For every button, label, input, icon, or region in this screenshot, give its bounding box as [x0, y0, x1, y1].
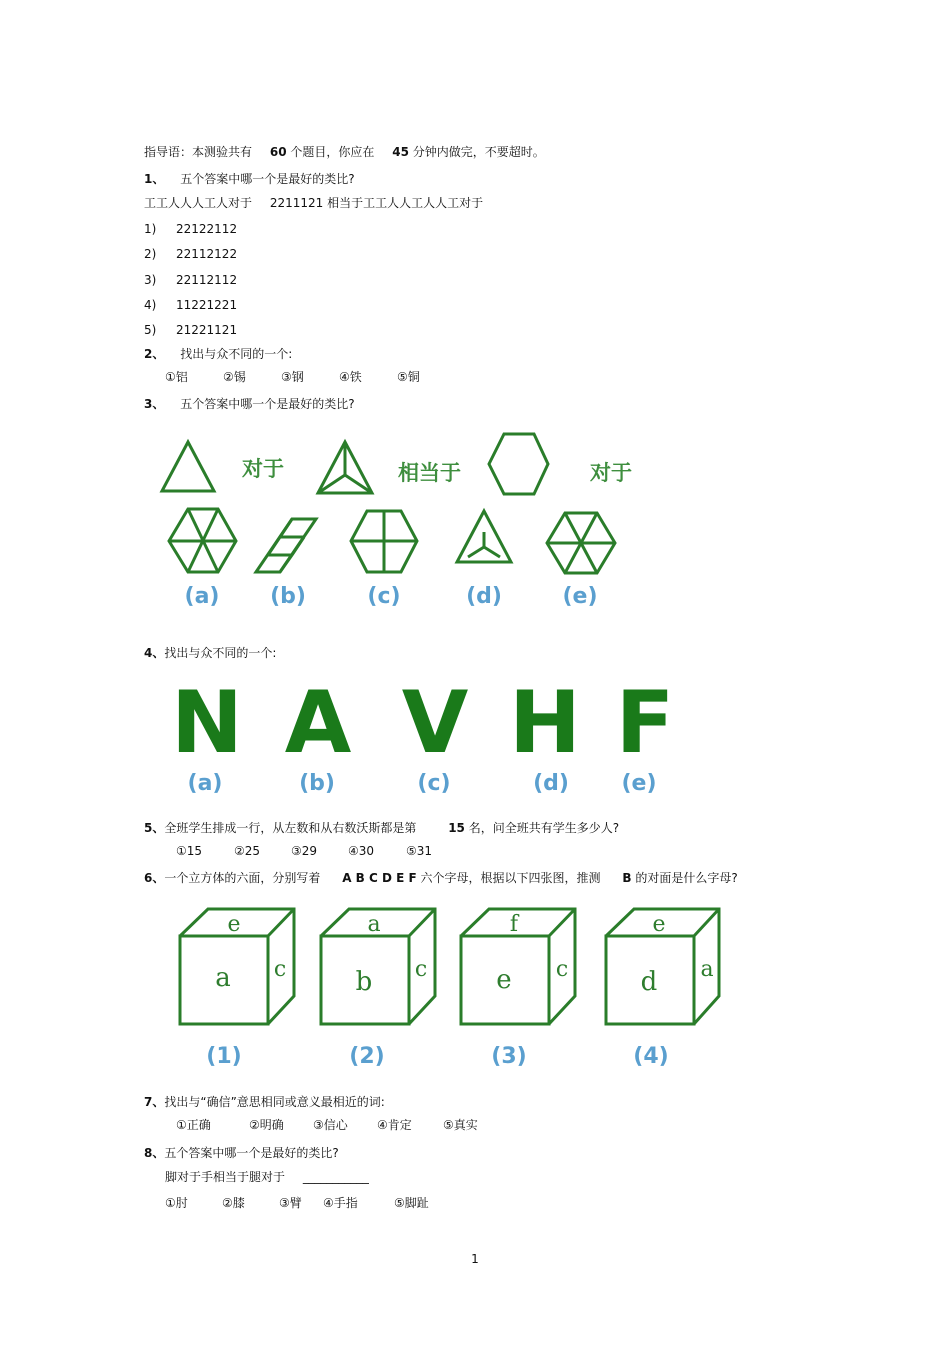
option[interactable]: ①正确 [176, 1118, 211, 1132]
question-8-options [165, 1195, 429, 1211]
time-limit: 45 [392, 145, 409, 159]
word-to: 对于 [242, 457, 284, 481]
stem-code: 2211121 [269, 196, 324, 210]
option-number: 1) [144, 222, 157, 236]
option-label: (c) [367, 584, 401, 609]
option-label: (e) [562, 584, 598, 609]
stem-part: 工工人人人工人对于 [144, 196, 253, 210]
letter-option[interactable]: V [401, 673, 469, 773]
option[interactable] [144, 221, 237, 237]
option-label: (a) [184, 584, 220, 609]
option-number: 5) [144, 323, 157, 337]
option[interactable]: ②明确 [249, 1118, 284, 1132]
option[interactable]: ⑤31 [406, 844, 433, 858]
option[interactable]: ②膝 [222, 1196, 245, 1210]
cube-figure [160, 900, 730, 1080]
question-text-2: 六个字母，根据以下四张图，推测 [420, 871, 601, 885]
question-number: 2、 [144, 347, 165, 361]
cube-top-letter: e [652, 912, 666, 937]
option-a-shape[interactable] [169, 509, 236, 572]
option[interactable]: ⑤铜 [397, 370, 420, 384]
option[interactable] [144, 297, 237, 313]
question-2-title [144, 346, 292, 362]
question-text: 五个答案中哪一个是最好的类比? [180, 397, 355, 411]
cube-top-letter: f [509, 912, 519, 937]
question-6-title [144, 870, 738, 886]
option[interactable]: ①肘 [165, 1196, 188, 1210]
option[interactable]: ④30 [348, 844, 375, 858]
option[interactable] [144, 246, 237, 262]
question-3-title [144, 396, 355, 412]
letter-option[interactable]: F [615, 673, 675, 773]
hexagon-shape [489, 434, 548, 494]
option-label: (a) [187, 771, 223, 796]
question-2-options [165, 369, 420, 385]
option-label: (e) [621, 771, 657, 796]
cube-label: (1) [206, 1044, 242, 1069]
question-8-stem [165, 1169, 369, 1185]
cube-front-letter: b [355, 967, 373, 997]
option[interactable]: ⑤脚趾 [394, 1196, 429, 1210]
instructions [144, 144, 545, 160]
question-text: 五个答案中哪一个是最好的类比? [180, 172, 355, 186]
option[interactable]: ③信心 [313, 1118, 348, 1132]
shape-analogy-figure [150, 425, 650, 620]
option-e-shape[interactable] [547, 513, 615, 573]
instructions-text: 指导语：本测验共有 [144, 145, 253, 159]
option-label: (d) [466, 584, 502, 609]
cube-label: (3) [491, 1044, 527, 1069]
question-number: 8、 [144, 1146, 165, 1160]
question-1-title [144, 171, 355, 187]
question-5-options [176, 843, 432, 859]
option-number: 2) [144, 247, 157, 261]
option-value: 21221121 [176, 323, 238, 337]
option-d-shape[interactable] [457, 511, 511, 562]
question-5-title [144, 820, 619, 836]
question-text: 找出与众不同的一个: [164, 646, 277, 660]
question-1-stem [144, 195, 483, 211]
question-text: 一个立方体的六面，分别写着 [164, 871, 321, 885]
target-letter: B [622, 871, 632, 885]
cube-front-letter: e [496, 965, 512, 995]
option[interactable]: ①15 [176, 844, 203, 858]
question-text-2: 名，问全班共有学生多少人? [468, 821, 620, 835]
option[interactable]: ③臂 [279, 1196, 302, 1210]
question-8-title [144, 1145, 339, 1161]
option-label: (c) [417, 771, 451, 796]
instructions-text-2: 个题目，你应在 [290, 145, 375, 159]
option-b-shape[interactable] [256, 519, 316, 572]
question-text: 找出与“确信”意思相同或意义最相近的词: [164, 1095, 385, 1109]
option[interactable]: ①铝 [165, 370, 188, 384]
page-number: 1 [471, 1252, 479, 1266]
stem-part: 相当于工工人人工人人工对于 [327, 196, 484, 210]
question-number: 4、 [144, 646, 165, 660]
option-number: 3) [144, 273, 157, 287]
question-number: 5、 [144, 821, 165, 835]
cube-side-letter: c [414, 957, 428, 982]
option[interactable]: ④铁 [339, 370, 362, 384]
cube-front-letter: a [215, 963, 231, 993]
cube-top-letter: e [227, 912, 241, 937]
cube-label: (2) [349, 1044, 385, 1069]
cube-side-letter: a [700, 957, 714, 982]
option[interactable]: ②锡 [223, 370, 246, 384]
question-count: 60 [269, 145, 287, 159]
option-number: 4) [144, 298, 157, 312]
option-c-shape[interactable] [351, 511, 417, 572]
question-number: 7、 [144, 1095, 165, 1109]
option[interactable]: ②25 [234, 844, 261, 858]
option-label: (d) [533, 771, 569, 796]
question-4-title [144, 645, 276, 661]
cube-front-letter: d [640, 967, 658, 997]
letters: A B C D E F [342, 871, 417, 885]
option-value: 22112112 [176, 273, 238, 287]
option[interactable]: ④手指 [323, 1196, 358, 1210]
letter-option[interactable]: H [509, 673, 581, 773]
option-label: (b) [270, 584, 306, 609]
option-label: (b) [299, 771, 335, 796]
option[interactable]: ⑤真实 [443, 1118, 478, 1132]
question-text: 找出与众不同的一个: [180, 347, 293, 361]
option[interactable]: ③29 [291, 844, 318, 858]
question-text: 全班学生排成一行，从左数和从右数沃斯都是第 [164, 821, 417, 835]
option[interactable]: ③钢 [281, 370, 304, 384]
stem-text: 脚对于手相当于腿对于 [165, 1170, 286, 1184]
word-to: 对于 [590, 461, 632, 485]
letter-option[interactable]: A [284, 673, 352, 773]
question-number: 6、 [144, 871, 165, 885]
answer-blank[interactable]: ___________ [302, 1170, 369, 1184]
option-value: 22122112 [176, 222, 238, 236]
cube-top-letter: a [367, 912, 381, 937]
question-number: 1、 [144, 172, 165, 186]
option[interactable] [144, 322, 237, 338]
triangle-shape [162, 442, 214, 491]
option-value: 22112122 [176, 247, 238, 261]
question-7-title [144, 1094, 385, 1110]
letter-options-figure [160, 670, 690, 805]
triangle-divided-shape [318, 442, 372, 493]
question-text: 五个答案中哪一个是最好的类比? [164, 1146, 339, 1160]
letter-option[interactable]: N [171, 673, 243, 773]
word-equivalent: 相当于 [398, 461, 461, 485]
option[interactable]: ④肯定 [377, 1118, 412, 1132]
rank-number: 15 [448, 821, 465, 835]
option[interactable] [144, 272, 237, 288]
cube-side-letter: c [273, 957, 287, 982]
cube-label: (4) [633, 1044, 669, 1069]
option-value: 11221221 [176, 298, 238, 312]
question-7-options [176, 1117, 478, 1133]
cube-side-letter: c [555, 957, 569, 982]
question-text-3: 的对面是什么字母? [635, 871, 738, 885]
instructions-text-3: 分钟内做完，不要超时。 [412, 145, 545, 159]
question-number: 3、 [144, 397, 165, 411]
